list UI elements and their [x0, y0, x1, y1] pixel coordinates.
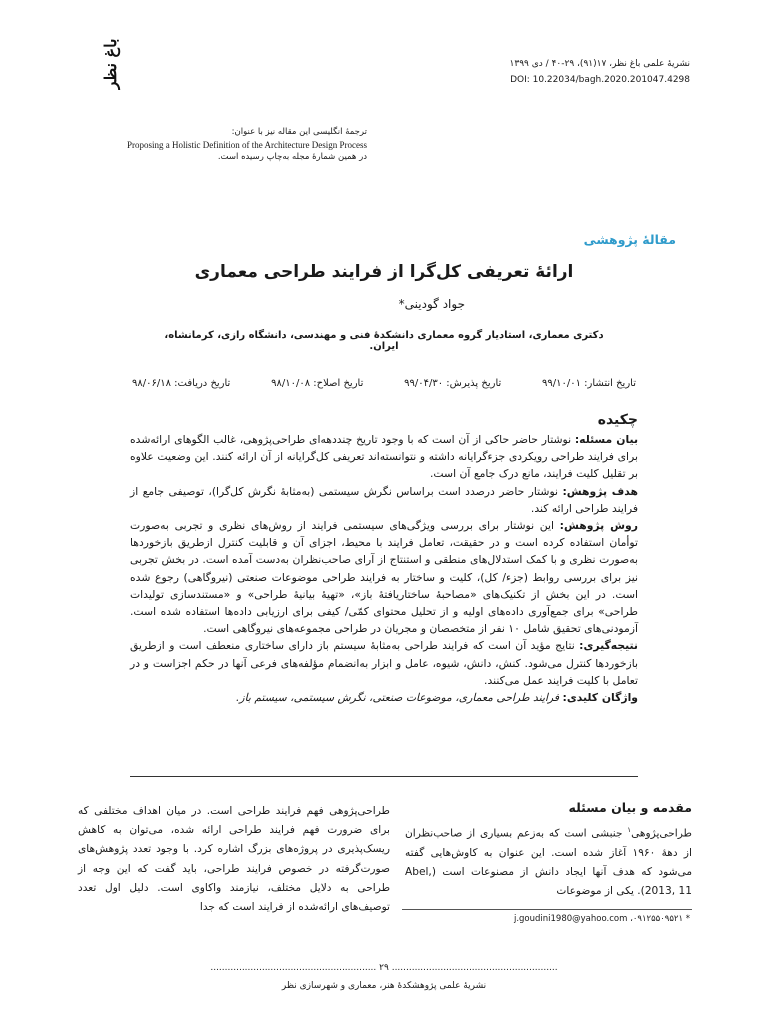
journal-logo [92, 38, 132, 90]
abstract-divider [130, 776, 638, 777]
date-revised: تاریخ اصلاح: ۹۸/۱۰/۰۸ [271, 378, 364, 389]
journal-footer: نشریهٔ علمی پژوهشکدهٔ هنر، معماری و شهرسازی نظر [281, 981, 487, 991]
keywords-values: فرایند طراحی معماری، موضوعات صنعتی، نگرش سیستمی، سیستم باز. [235, 691, 563, 705]
translation-note-line-3: در همین شمارهٔ مجله به‌چاپ رسیده است. [217, 152, 367, 162]
article-type: مقالهٔ پژوهشی [583, 232, 676, 247]
body-column-right [405, 800, 692, 901]
abstract [130, 412, 638, 706]
abstract-goal-text: نوشتار حاضر درصدد است براساس نگرش سیستمی (به‌مثابهٔ نگرش کل‌گرا)، توصیفی جامع از فرایند طراحی ارائه کند. [130, 484, 638, 515]
footnote-ref[interactable]: ۱ [627, 826, 632, 834]
abstract-method [130, 517, 638, 637]
journal-issue-info: نشریهٔ علمی باغ نظر، ۱۷(۹۱)، ۲۹-۴۰ / دی ۱۳۹۹ [509, 59, 690, 69]
abstract-conclusion [130, 637, 638, 689]
body-paragraph-right [405, 821, 692, 901]
article-dates [132, 378, 636, 389]
body-paragraph-left: طراحی‌پژوهی فهم فرایند طراحی است. در میان اهداف مختلفی که برای ضرورت فهم فرایند طراحی ارائه شده، می‌توان به کاهش ریسک‌پذیری در پروژه‌های بزرگ اشاره کرد. با وجود تعدد پژوهش‌های صورت‌گرفته در خصوص فرایند طراحی، باید گفت که این وجه از طراحی به دلایل مختلف، نیازمند واکاوی است. دلیل اول تعدد توصیف‌های ارائه‌شده از فرایند است که جدا [78, 805, 390, 914]
body-text-right: جنبشی است که به‌زعم بسیاری از صاحب‌نظران از دههٔ ۱۹۶۰ آغاز شده است. این عنوان به کاوش‌هایی گفته می‌شود که هدف آنها ایجاد دانش از مصنوعات است (Abel, 2013, 11). یکی از موضوعات [405, 827, 692, 898]
abstract-conclusion-text: نتایج مؤید آن است که فرایند طراحی به‌مثابهٔ سیستم باز دارای ساختاری منعطف است و ازطریق بازخوردها کنترل می‌شود. کنش، دانش، شیوه، عامل و ابزار به‌انضمام مؤلفه‌های فرعی آنها در حکم اجزاست و در تعامل با کلیت فرایند عمل می‌کنند. [130, 639, 638, 687]
abstract-problem-text: نوشتار حاضر حاکی از آن است که با وجود تاریخ چنددهه‌ای طراحی‌پژوهی، غالب الگوهای ارائه‌شده برای فرایند طراحی رویکردی جزءگرایانه داشته و نتوانسته‌اند تعریفی کل‌گرایانه از آن ارائه کنند. این وضعیت علاوه بر تقلیل کلیت فرایند، مانع درک جامع آن است. [130, 433, 638, 481]
author-affiliation: دکتری معماری، استادیار گروه معماری دانشکدهٔ فنی و مهندسی، دانشگاه رازی، کرمانشاه، ایران. [164, 330, 604, 352]
abstract-heading: چکیده [597, 412, 638, 428]
english-title: Proposing a Holistic Definition of the Architecture Design Process [127, 139, 367, 150]
footnote-divider [402, 909, 692, 910]
abstract-method-text: این نوشتار برای بررسی ویژگی‌های سیستمی فرایند از روش‌های نظری و تجربی به‌صورت توأمان استفاده کرده است و در حقیقت، تعامل فرایند با محیط، اجزای آن و قابلیت کنترل ازطریق بازخوردها به‌صورت نظری و با کمک استدلال‌های منطقی و استنتاج از آرای صاحب‌نظران به‌دست آمده است. در بخش تجربی نیز برای بررسی روابط (جزء/ کل)، کلیت و ساختار به فرایند طراحی موضوعات صنعتی (نیروگاهی) رجوع شده است. در این بخش از تکنیک‌های «مصاحبهٔ ساختاریافتهٔ باز»، «تهیهٔ بیانیهٔ طراحی» و «مستندسازی تولیدات طراحی» برای جمع‌آوری داده‌های اولیه و از تحلیل محتوای کمّی/ کیفی برای ارزیابی داده‌ها استفاده شده است. آزمودنی‌های تحقیق شامل ۱۰ نفر از متخصصان و مجریان در طراحی مجموعه‌های نیروگاهی است. [130, 519, 638, 636]
dotted-rule-right: .......................................................... [391, 963, 558, 973]
date-received: تاریخ دریافت: ۹۸/۰۶/۱۸ [132, 378, 231, 389]
abstract-method-label: روش پژوهش: [559, 519, 638, 533]
dotted-rule-left: .......................................................... [210, 963, 377, 973]
date-accepted: تاریخ پذیرش: ۹۹/۰۴/۳۰ [404, 378, 502, 389]
author: جواد گودینی* [398, 297, 465, 311]
article-title: ارائهٔ تعریفی کل‌گرا از فرایند طراحی معماری [194, 262, 574, 282]
page-number: ۲۹ [379, 963, 389, 973]
author-footnote: * j.goudini1980@yahoo.com ،۰۹۱۲۵۵۰۹۵۲۱ [513, 914, 690, 924]
translation-note-line-1: ترجمهٔ انگلیسی این مقاله نیز با عنوان: [231, 127, 367, 137]
keywords-label: واژگان کلیدی: [562, 691, 638, 705]
doi[interactable]: DOI: 10.22034/bagh.2020.201047.4298 [510, 75, 690, 85]
abstract-goal [130, 483, 638, 517]
section-heading: مقدمه و بیان مسئله [568, 800, 692, 815]
abstract-problem [130, 431, 638, 483]
abstract-conclusion-label: نتیجه‌گیری: [579, 639, 638, 653]
body-term: طراحی‌پژوهی [631, 827, 692, 840]
abstract-problem-label: بیان مسئله: [574, 433, 638, 446]
date-published: تاریخ انتشار: ۹۹/۱۰/۰۱ [542, 378, 636, 389]
abstract-body [130, 431, 638, 706]
logo-text: باغ نظر [101, 38, 120, 90]
abstract-keywords [130, 689, 638, 706]
body-column-left [78, 800, 390, 917]
page-number-row [0, 963, 768, 973]
translation-note [127, 126, 367, 164]
abstract-goal-label: هدف پژوهش: [562, 484, 639, 498]
